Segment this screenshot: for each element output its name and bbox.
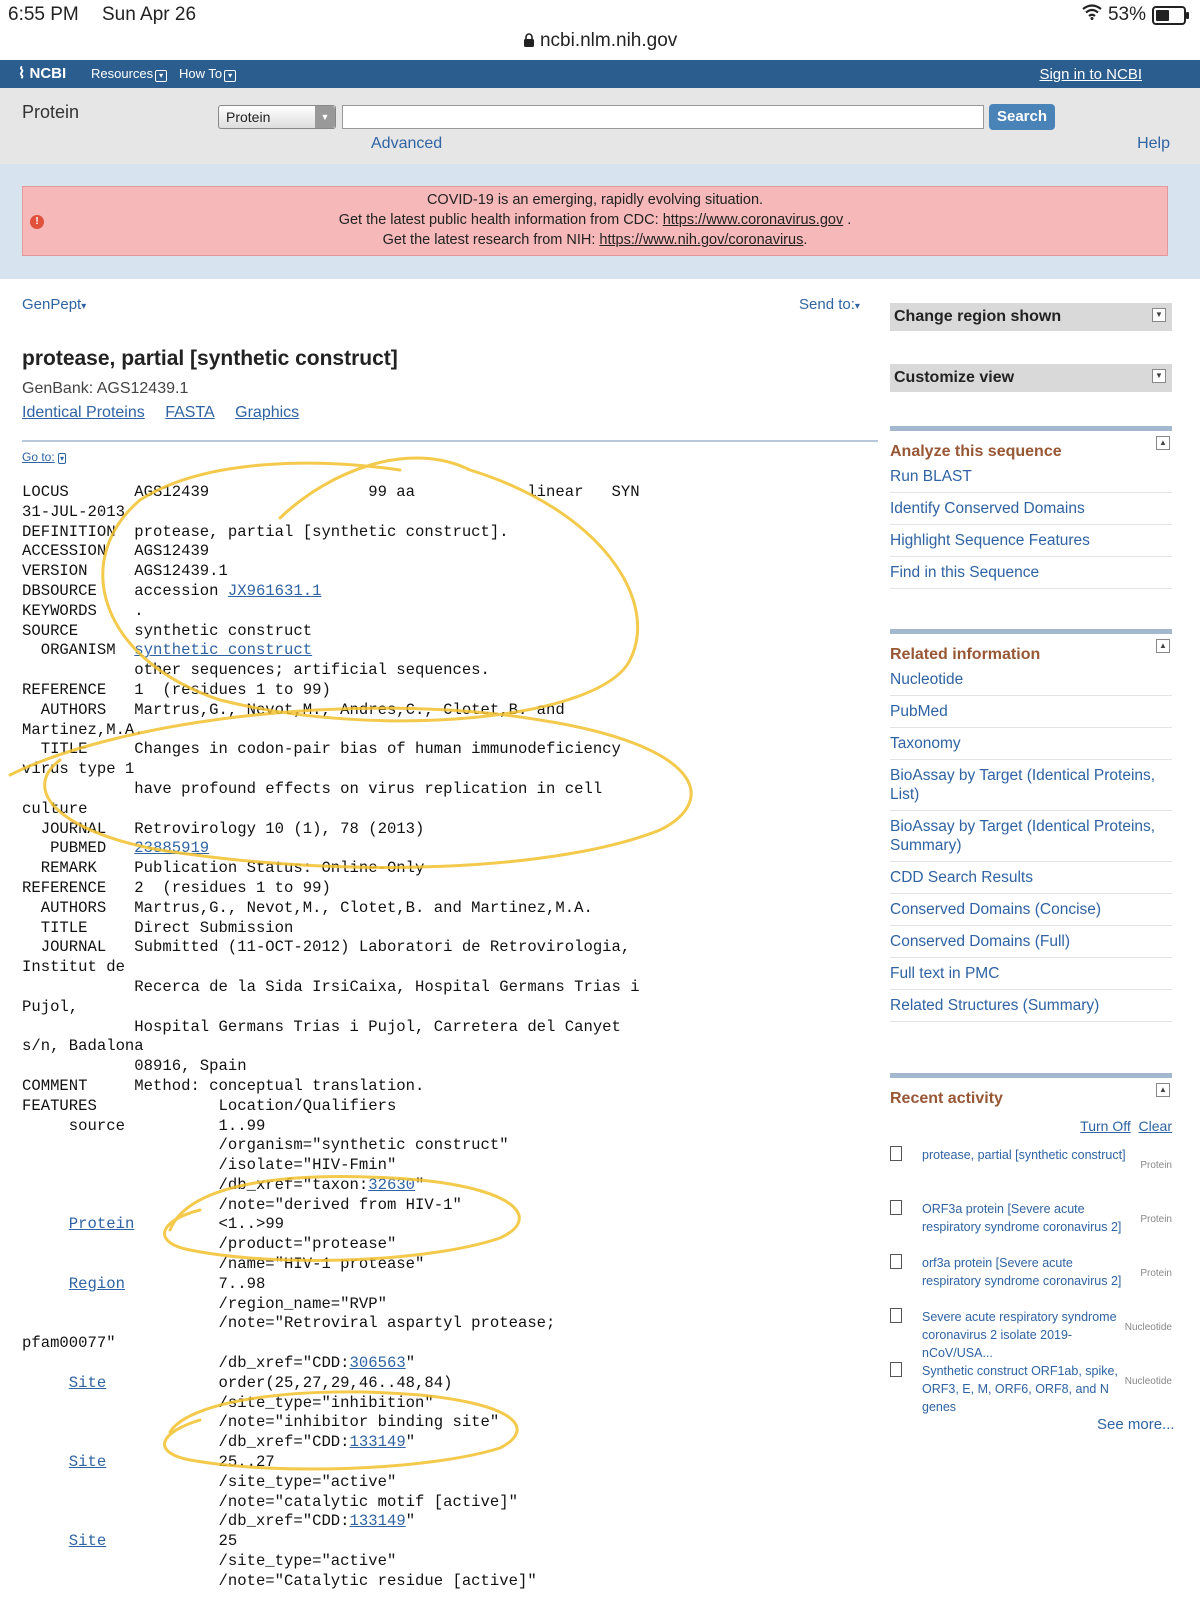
search-button[interactable]: Search — [989, 104, 1055, 130]
recent-item[interactable] — [890, 1200, 1172, 1252]
expand-icon: ▼ — [1152, 308, 1166, 322]
help-link[interactable]: Help — [1137, 135, 1170, 152]
recent-item[interactable] — [890, 1254, 1172, 1306]
recent-item-title[interactable]: Severe acute respiratory syndrome coronavirus 2 isolate 2019-nCoV/USA... — [922, 1310, 1117, 1360]
collapse-icon[interactable]: ▲ — [1156, 436, 1170, 450]
howto-menu[interactable]: How To ▾ — [179, 66, 236, 82]
warning-icon: ! — [30, 215, 44, 229]
ncbi-logo[interactable]: ⌇ NCBI — [18, 65, 67, 82]
cdc-link[interactable]: https://www.coronavirus.gov — [662, 212, 844, 228]
related-link[interactable]: Conserved Domains (Concise) — [890, 894, 1172, 926]
document-icon — [890, 1254, 902, 1269]
recent-item-title[interactable]: ORF3a protein [Severe acute respiratory syndrome coronavirus 2] — [922, 1202, 1122, 1234]
url-text: ncbi.nlm.nih.gov — [539, 30, 678, 51]
related-link[interactable]: Full text in PMC — [890, 958, 1172, 990]
status-date: Sun Apr 26 — [102, 4, 197, 25]
resources-menu[interactable]: Resources ▾ — [91, 66, 167, 82]
analyze-heading: Analyze this sequence — [890, 443, 1062, 460]
nih-link[interactable]: https://www.nih.gov/coronavirus — [599, 232, 804, 248]
address-bar[interactable] — [0, 30, 1200, 58]
related-link[interactable]: Taxonomy — [890, 728, 1172, 760]
dropdown-arrow-icon: ▼ — [315, 106, 335, 128]
send-to-menu[interactable]: Send to:▾ — [799, 296, 860, 313]
related-link[interactable]: CDD Search Results — [890, 862, 1172, 894]
wifi-icon — [1082, 4, 1102, 26]
identical-proteins-link[interactable]: Identical Proteins — [22, 404, 145, 421]
flatfile-link[interactable]: 133149 — [349, 1433, 406, 1452]
chevron-down-icon: ▾ — [224, 70, 236, 82]
status-right — [1082, 4, 1186, 26]
caret-down-icon: ▾ — [81, 301, 87, 312]
caret-down-icon: ▾ — [854, 301, 860, 312]
database-select[interactable]: Protein ▼ — [218, 105, 336, 129]
flatfile-link[interactable]: 306563 — [349, 1354, 406, 1373]
divider — [22, 440, 878, 442]
flatfile-link[interactable]: 23885919 — [134, 839, 210, 858]
recent-item-type: Nucleotide — [1124, 1376, 1172, 1387]
document-icon — [890, 1362, 902, 1377]
analyze-link[interactable]: Find in this Sequence — [890, 557, 1172, 589]
turn-off-link[interactable]: Turn Off — [1080, 1118, 1131, 1134]
related-link[interactable]: BioAssay by Target (Identical Proteins, List) — [890, 760, 1172, 811]
recent-item[interactable] — [890, 1362, 1172, 1414]
covid-alert: ! COVID-19 is an emerging, rapidly evolving situation. Get the latest public health information from CDC: https://www.coronavirus.gov . Get the latest research from NIH: https://www.nih.gov/coronavirus. — [22, 186, 1168, 256]
change-region-toggle[interactable]: Change region shown ▼ — [890, 303, 1172, 331]
lock-icon — [523, 30, 540, 51]
search-band — [0, 88, 1200, 165]
database-title: Protein — [22, 102, 80, 122]
page-title: protease, partial [synthetic construct] — [22, 347, 398, 370]
flatfile-link[interactable]: 133149 — [349, 1512, 406, 1531]
flatfile-link[interactable]: synthetic construct — [134, 641, 313, 660]
chevron-down-icon: ▾ — [155, 70, 167, 82]
analyze-portlet — [890, 426, 1172, 589]
genpept-flatfile: LOCUS AGS12439 99 aa linear SYN 31-JUL-2013 DEFINITION protease, partial [synthetic construct]. ACCESSION AGS12439 VERSION AGS12439.1 DBSOURCE accession JX961631.1 KEYWORDS . SOURCE synthetic construct ORGANISM synthetic construct other sequences; artificial sequences. REFERENCE 1 (residues 1 to 99) AUTHORS Martrus,G., Nevot,M., Andres,C., Clotet,B. and Martinez,M.A. TITLE Changes in codon-pair bias of human immunodeficiency virus type 1 have profound effects on virus replication in cell culture JOURNAL Retrovirology 10 (1), 78 (2013) PUBMED 23885919 REMARK Publication Status: Online-Only REFERENCE 2 (residues 1 to 99) AUTHORS Martrus,G., Nevot,M., Clotet,B. and Martinez,M.A. TITLE Direct Submission JOURNAL Submitted (11-OCT-2012) Laboratori de Retrovirologia, Institut de Recerca de la Sida IrsiCaixa, Hospital Germans Trias i Pujol, Hospital Germans Trias i Pujol, Carretera del Canyet s/n, Badalona 08916, Spain COMMENT Method: conceptual translation. FEATURES Location/Qualifiers source 1..99 /organism="synthetic construct" /isolate="HIV-Fmin" /db_xref="taxon:32630" /note="derived from HIV-1" Protein <1..>99 /product="protease" /name="HIV-1 protease" Region 7..98 /region_name="RVP" /note="Retroviral aspartyl protease; pfam00077" /db_xref="CDD:306563" Site order(25,27,29,46..48,84) /site_type="inhibition" /note="inhibitor binding site" /db_xref="CDD:133149" Site 25..27 /site_type="active" /note="catalytic motif [active]" /db_xref="CDD:133149" Site 25 /site_type="active" /note="Catalytic residue [active]" — [22, 483, 640, 1590]
flatfile-link[interactable]: JX961631.1 — [227, 581, 322, 600]
flatfile-link[interactable]: Region — [68, 1274, 125, 1293]
clear-link[interactable]: Clear — [1138, 1118, 1172, 1134]
recent-item-type: Nucleotide — [1124, 1322, 1172, 1333]
dna-icon: ⌇ — [18, 65, 26, 82]
customize-view-toggle[interactable]: Customize view ▼ — [890, 364, 1172, 392]
related-link[interactable]: Nucleotide — [890, 664, 1172, 696]
status-time: 6:55 PM — [8, 4, 79, 25]
flatfile-link[interactable]: 32630 — [368, 1175, 416, 1194]
related-link[interactable]: Conserved Domains (Full) — [890, 926, 1172, 958]
graphics-link[interactable]: Graphics — [235, 404, 300, 421]
flatfile-link[interactable]: Protein — [68, 1215, 135, 1234]
flatfile-link[interactable]: Site — [68, 1532, 107, 1551]
recent-item[interactable] — [890, 1146, 1172, 1198]
recent-item[interactable] — [890, 1308, 1172, 1360]
related-link[interactable]: BioAssay by Target (Identical Proteins, Summary) — [890, 811, 1172, 862]
alert-band — [0, 164, 1200, 279]
related-link[interactable]: Related Structures (Summary) — [890, 990, 1172, 1022]
recent-heading: Recent activity — [890, 1090, 1003, 1107]
related-link[interactable]: PubMed — [890, 696, 1172, 728]
ios-status-bar — [0, 0, 1200, 30]
recent-item-title[interactable]: Synthetic construct ORF1ab, spike, ORF3, E, M, ORF6, ORF8, and N genes — [922, 1364, 1118, 1414]
flatfile-link[interactable]: Site — [68, 1373, 107, 1392]
genbank-accession: GenBank: AGS12439.1 — [22, 380, 189, 397]
see-more-link[interactable]: See more... — [1097, 1416, 1175, 1433]
collapse-icon[interactable]: ▲ — [1156, 639, 1170, 653]
recent-item-title[interactable]: protease, partial [synthetic construct] — [922, 1148, 1126, 1162]
recent-item-type: Protein — [1140, 1160, 1172, 1171]
search-input[interactable] — [342, 105, 984, 129]
flatfile-link[interactable]: Site — [68, 1453, 107, 1472]
document-icon — [890, 1146, 902, 1161]
sign-in-link[interactable]: Sign in to NCBI — [1039, 66, 1142, 83]
analyze-link[interactable]: Highlight Sequence Features — [890, 525, 1172, 557]
ncbi-top-bar — [0, 60, 1200, 88]
recent-item-type: Protein — [1140, 1268, 1172, 1279]
goto-menu[interactable]: Go to: ▾ — [22, 450, 65, 464]
advanced-link[interactable]: Advanced — [371, 135, 443, 152]
battery-percent: 53% — [1107, 4, 1146, 25]
recent-item-type: Protein — [1140, 1214, 1172, 1225]
document-icon — [890, 1308, 902, 1323]
related-portlet — [890, 629, 1172, 1022]
expand-icon: ▼ — [1152, 369, 1166, 383]
related-heading: Related information — [890, 646, 1041, 663]
format-menu[interactable]: GenPept▾ — [22, 296, 87, 313]
analyze-link[interactable]: Run BLAST — [890, 461, 1172, 493]
recent-item-title[interactable]: orf3a protein [Severe acute respiratory syndrome coronavirus 2] — [922, 1256, 1122, 1288]
collapse-icon[interactable]: ▲ — [1156, 1083, 1170, 1097]
battery-icon — [1152, 6, 1186, 25]
analyze-link[interactable]: Identify Conserved Domains — [890, 493, 1172, 525]
record-links — [22, 404, 315, 422]
fasta-link[interactable]: FASTA — [165, 404, 215, 421]
document-icon — [890, 1200, 902, 1215]
chevron-down-icon: ▾ — [60, 454, 65, 463]
